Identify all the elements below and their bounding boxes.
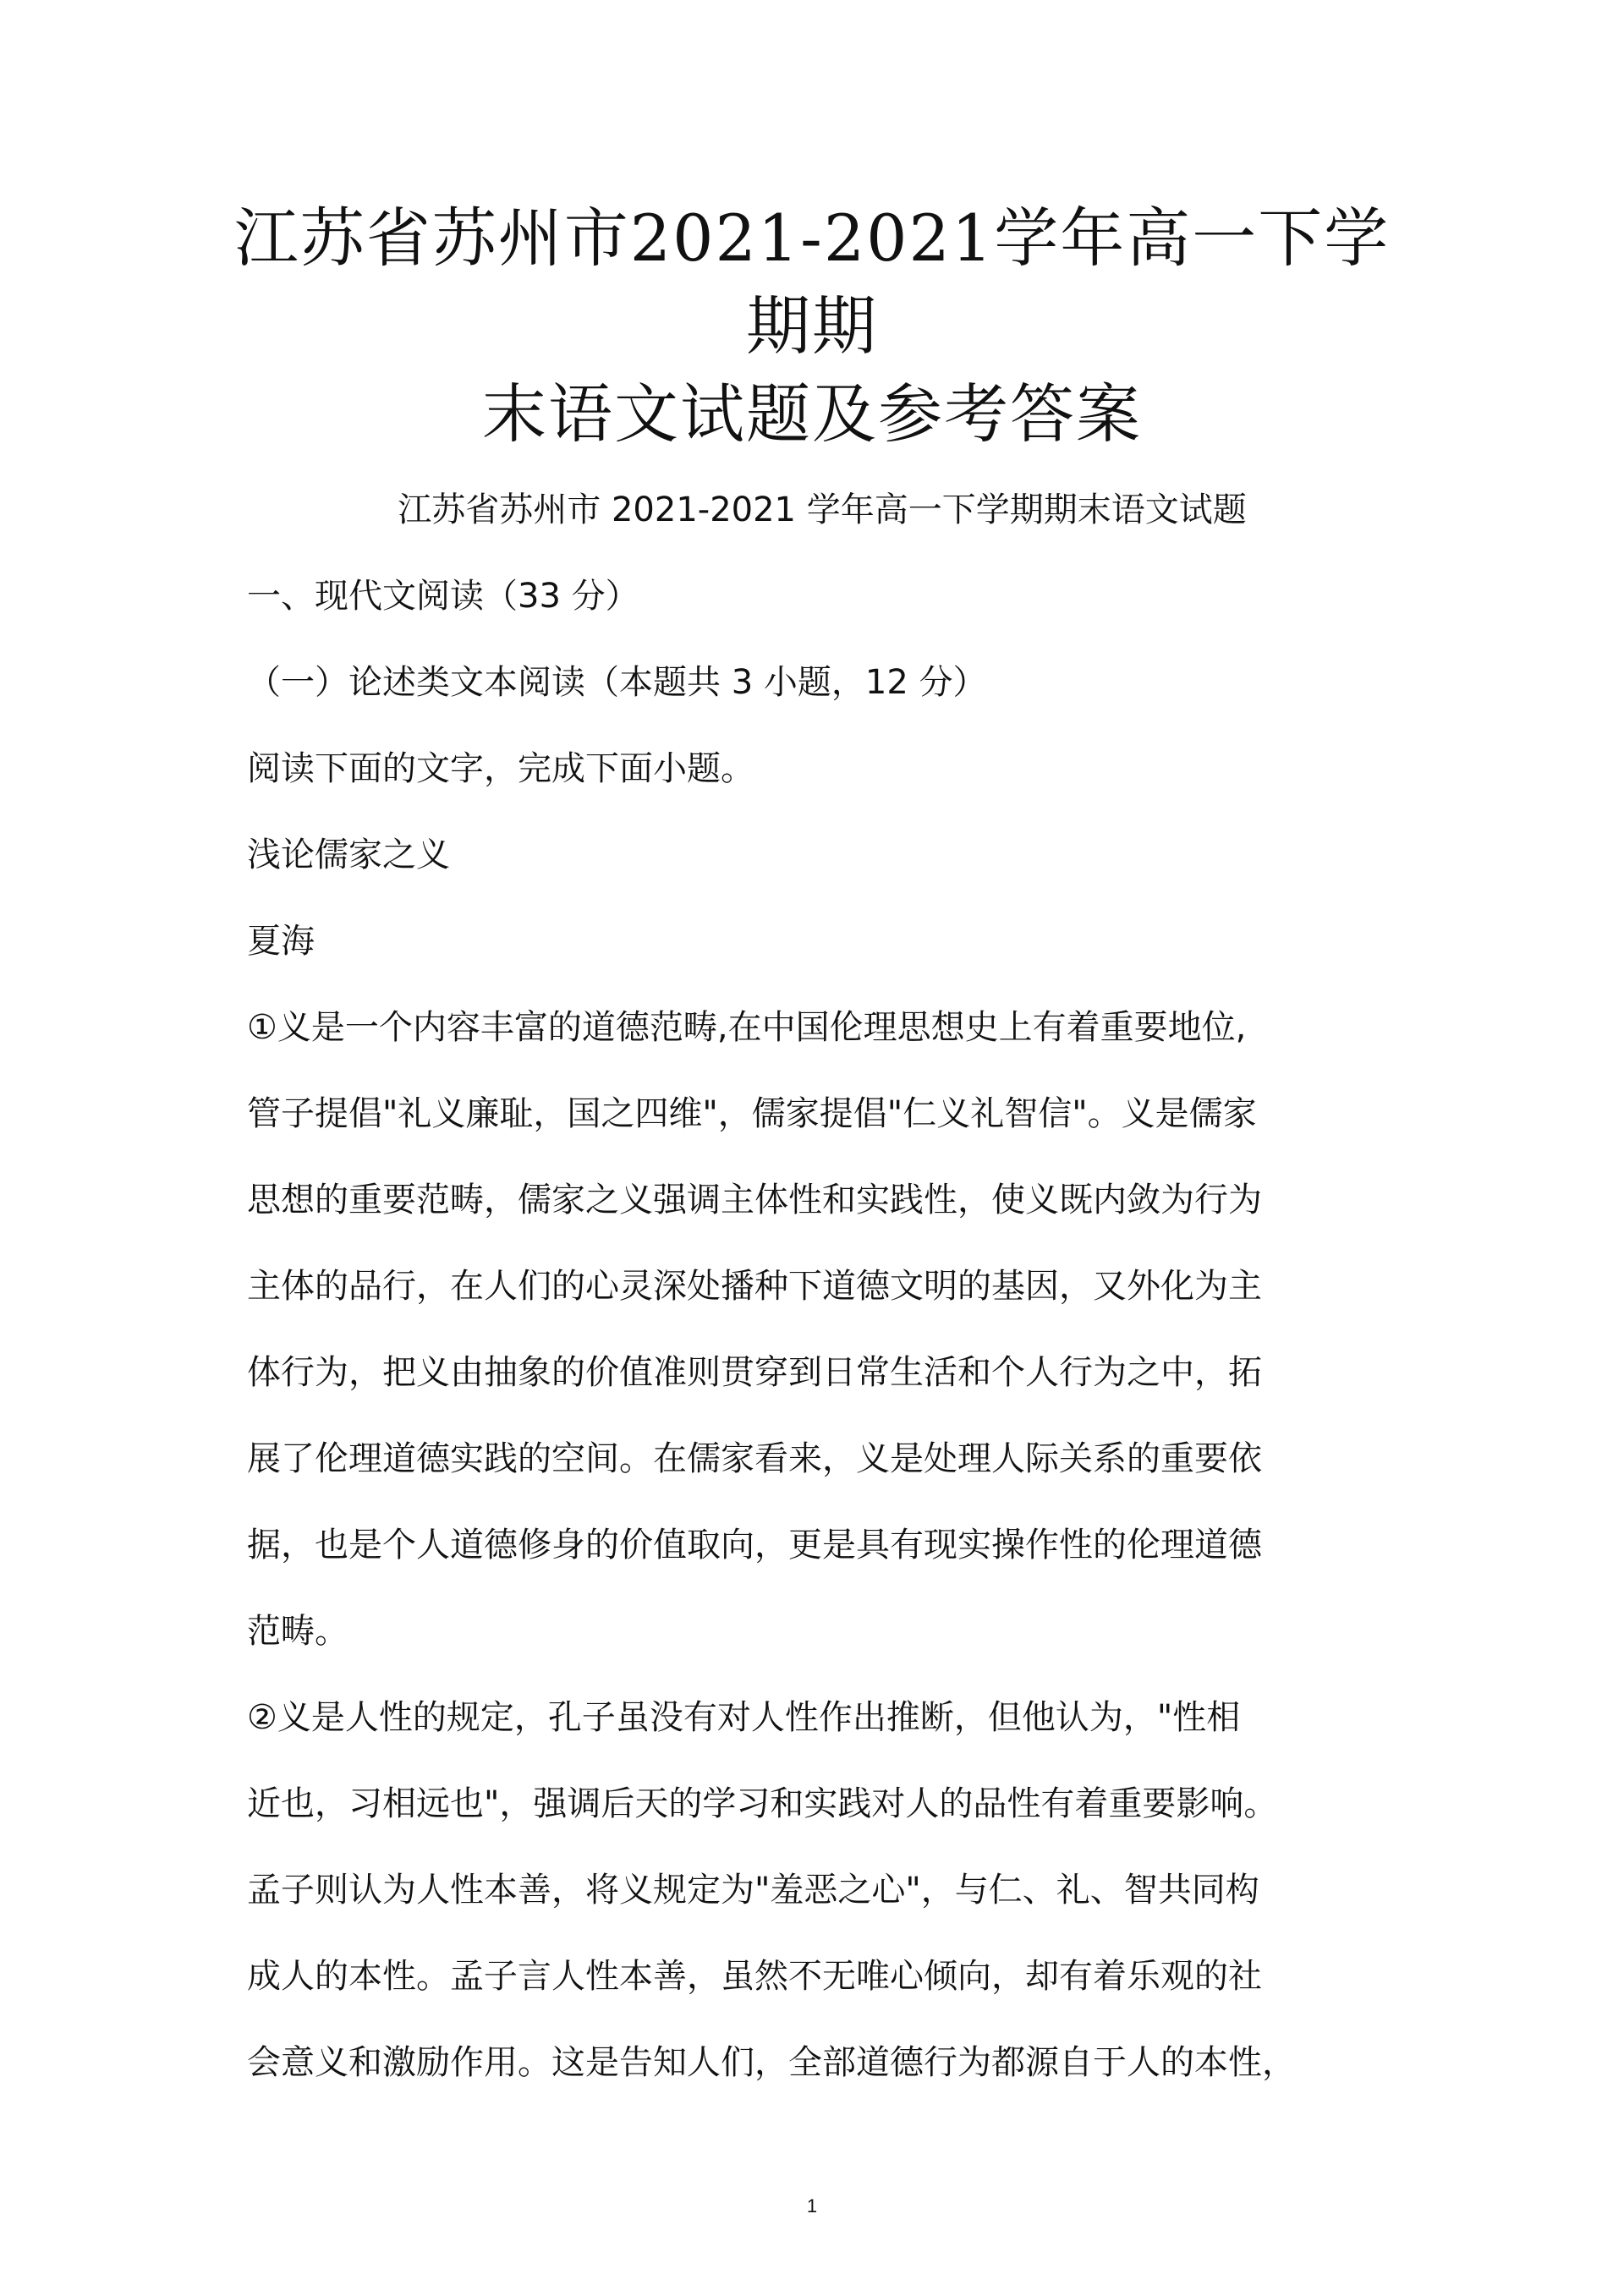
reading-instruction: 阅读下面的文字，完成下面小题。 [247,749,754,788]
paragraph-1-line: 思想的重要范畴，儒家之义强调主体性和实践性，使义既内敛为行为 [247,1181,1262,1219]
paragraph-2-line: 会意义和激励作用。这是告知人们，全部道德行为都源自于人的本性， [247,2043,1296,2082]
section-heading: 一、现代文阅读（33 分） [247,577,639,616]
page-number: 1 [806,2195,818,2217]
paragraph-2-line: 近也，习相远也"，强调后天的学习和实践对人的品性有着重要影响。 [247,1784,1278,1823]
paragraph-1-line: 展了伦理道德实践的空间。在儒家看来，义是处理人际关系的重要依 [247,1439,1262,1478]
paragraph-1-line: ①义是一个内容丰富的道德范畴,在中国伦理思想史上有着重要地位, [247,1008,1247,1047]
paragraph-1-line: 体行为，把义由抽象的价值准则贯穿到日常生活和个人行为之中，拓 [247,1353,1262,1392]
paragraph-2-line: 孟子则认为人性本善，将义规定为"羞恶之心"，与仁、礼、智共同构 [247,1871,1259,1910]
subsection-heading: （一）论述类文本阅读（本题共 3 小题，12 分） [247,663,987,702]
paragraph-2-line: 成人的本性。孟子言人性本善，虽然不无唯心倾向，却有着乐观的社 [247,1957,1262,1996]
paragraph-1-line: 范畴。 [247,1612,348,1651]
paragraph-1-line: 据，也是个人道德修身的价值取向，更是具有现实操作性的伦理道德 [247,1526,1262,1564]
title-line-2: 末语文试题及参考答案 [482,376,1142,452]
article-author: 夏海 [247,922,315,961]
paragraph-1-line: 主体的品行，在人们的心灵深处播种下道德文明的基因，又外化为主 [247,1267,1262,1306]
title-line-1: 江苏省苏州市2021-2021学年高一下学期期 [233,200,1391,364]
exam-subtitle: 江苏省苏州市 2021-2021 学年高一下学期期末语文试题 [398,490,1247,529]
document-body [247,467,1397,2106]
article-title: 浅论儒家之义 [247,836,450,874]
paragraph-2-line: ②义是人性的规定，孔子虽没有对人性作出推断，但他认为，"性相 [247,1698,1241,1737]
document-title [220,195,1404,458]
paragraph-1-line: 管子提倡"礼义廉耻，国之四维"，儒家提倡"仁义礼智信"。义是儒家 [247,1094,1257,1133]
